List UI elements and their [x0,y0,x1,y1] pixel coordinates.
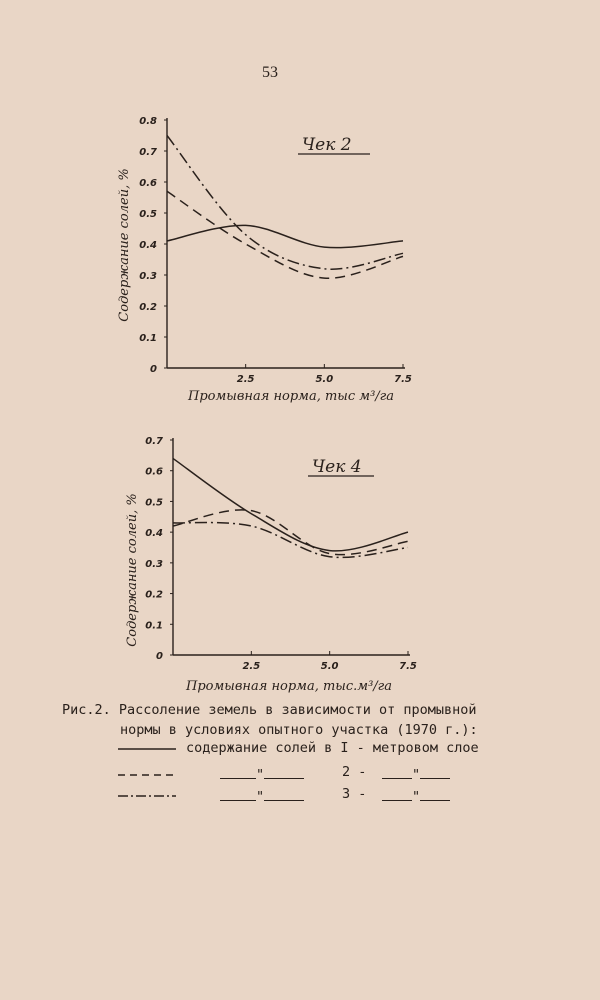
legend-ditto-2b: " [382,764,450,783]
chart-title: Чек 4 [312,457,362,477]
y-axis-label: Содержание солей, % [125,493,140,647]
y-tick-label: 0.4 [145,528,163,540]
series-line-dash-dot [173,523,408,558]
y-tick-label: 0.7 [139,147,157,158]
y-tick-label: 0.7 [145,436,163,447]
y-tick-label: 0.5 [145,497,163,509]
series-line-dashed [167,191,403,278]
legend-row-solid [116,740,516,762]
y-tick-label: 0.4 [139,240,157,251]
x-tick-label: 7.5 [399,661,417,672]
legend-sample-dashed [116,764,178,784]
legend-text-1: содержание солей в I - метровом слое [186,740,479,756]
x-tick-label: 5.0 [320,661,339,672]
y-tick-label: 0.3 [145,558,163,570]
legend-sample-dashdot [116,786,178,806]
y-tick-label: 0 [156,651,163,662]
y-tick-label: 0 [150,364,157,375]
series-line-solid [167,225,403,247]
y-tick-label: 0.6 [145,466,163,478]
x-tick-label: 2.5 [236,374,255,385]
y-axis-label: Содержание солей, % [117,168,132,322]
y-tick-label: 0.1 [145,620,163,632]
chart-chek-4 [0,420,600,700]
legend-ditto-3b: " [382,786,450,805]
legend-ditto-3a: " [220,786,304,805]
x-tick-label: 2.5 [242,661,261,672]
legend-sample-solid [116,740,178,760]
legend-number-3: 3 - [342,786,367,802]
series-line-dash-dot [167,136,403,270]
x-axis-label: Промывная норма, тыс.м³/га [186,679,392,694]
y-tick-label: 0.8 [139,116,157,127]
legend-number-2: 2 - [342,764,367,780]
caption-line-2: нормы в условиях опытного участка (1970 г.): [120,722,478,738]
figure-caption [62,700,582,740]
y-tick-label: 0.1 [139,333,157,344]
caption-label: Рис.2. [62,702,111,718]
legend-row-dashdot [116,786,516,808]
y-tick-label: 0.6 [139,178,157,189]
x-tick-label: 7.5 [394,374,412,385]
caption-line-1: Рассоление земель в зависимости от промывной [118,702,477,718]
legend-row-dashed [116,764,516,786]
y-tick-label: 0.5 [139,209,157,220]
y-tick-label: 0.2 [145,589,163,601]
y-tick-label: 0.2 [139,302,157,313]
x-axis-label: Промывная норма, тыс м³/га [188,389,394,404]
page-number: 53 [262,64,278,81]
y-tick-label: 0.3 [139,271,157,282]
legend-ditto-2a: " [220,764,304,783]
chart-chek-2 [0,100,600,420]
series-line-solid [173,458,408,550]
chart-title: Чек 2 [302,135,352,155]
x-tick-label: 5.0 [315,374,334,385]
series-line-dashed [173,510,408,555]
